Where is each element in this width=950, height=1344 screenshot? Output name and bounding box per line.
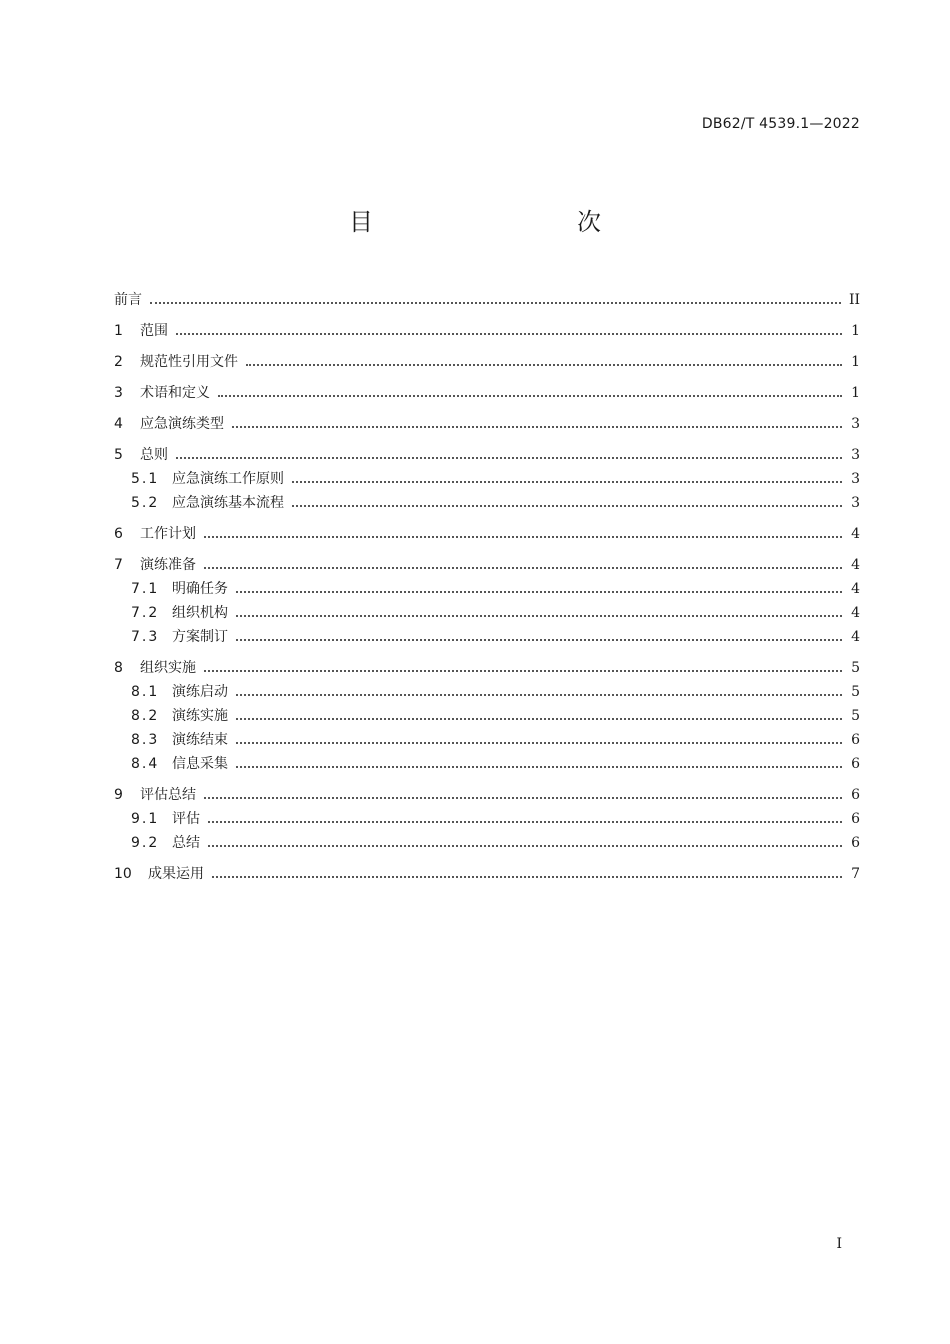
toc-entry-label: 应急演练基本流程	[172, 495, 284, 511]
toc-entry-label: 总则	[140, 447, 168, 463]
toc-entry[interactable]	[114, 319, 860, 343]
toc-entry-page: 6	[851, 732, 860, 748]
toc-entry-number: 3	[114, 385, 123, 401]
toc-entry-number: 8.3	[131, 732, 160, 748]
dot-leader	[236, 615, 842, 617]
dot-leader	[236, 694, 842, 696]
toc-entry[interactable]	[114, 467, 860, 491]
table-of-contents	[114, 288, 860, 886]
toc-entry-page: 3	[851, 471, 860, 487]
toc-entry[interactable]	[114, 704, 860, 728]
toc-entry-label: 组织实施	[140, 660, 196, 676]
dot-leader	[204, 797, 842, 799]
toc-entry-number: 4	[114, 416, 123, 432]
toc-entry-label: 评估总结	[140, 787, 196, 803]
toc-entry-page: 4	[851, 581, 860, 597]
toc-entry-number: 9	[114, 787, 123, 803]
toc-entry-label: 工作计划	[140, 526, 196, 542]
dot-leader	[232, 426, 842, 428]
toc-entry[interactable]	[114, 288, 860, 312]
toc-entry-page: 4	[851, 557, 860, 573]
toc-entry-number: 7.2	[131, 605, 160, 621]
toc-entry-page: 3	[851, 416, 860, 432]
toc-entry[interactable]	[114, 862, 860, 886]
toc-entry[interactable]	[114, 577, 860, 601]
toc-entry-label: 成果运用	[148, 866, 204, 882]
toc-entry-page: 1	[851, 354, 860, 370]
dot-leader	[204, 567, 842, 569]
toc-entry[interactable]	[114, 443, 860, 467]
toc-entry-page: 4	[851, 629, 860, 645]
toc-entry-number: 8.4	[131, 756, 160, 772]
dot-leader	[236, 766, 842, 768]
toc-entry-page: 6	[851, 811, 860, 827]
toc-entry[interactable]	[114, 350, 860, 374]
page-number: I	[836, 1236, 842, 1252]
toc-entry-page: 3	[851, 447, 860, 463]
toc-entry-label: 应急演练工作原则	[172, 471, 284, 487]
dot-leader	[236, 718, 842, 720]
dot-leader	[150, 302, 841, 304]
toc-entry[interactable]	[114, 522, 860, 546]
toc-entry-number: 8.2	[131, 708, 160, 724]
toc-entry-number: 7.1	[131, 581, 160, 597]
toc-entry-label: 演练结束	[172, 732, 228, 748]
document-code: DB62/T 4539.1—2022	[701, 116, 860, 132]
dot-leader	[236, 639, 842, 641]
toc-entry-number: 9.1	[131, 811, 160, 827]
toc-entry[interactable]	[114, 625, 860, 649]
page-title: 目 次	[349, 208, 653, 236]
toc-entry[interactable]	[114, 491, 860, 515]
dot-leader	[176, 457, 842, 459]
toc-entry[interactable]	[114, 553, 860, 577]
toc-entry-label: 总结	[172, 835, 200, 851]
toc-entry-page: 1	[851, 323, 860, 339]
toc-entry-label: 方案制订	[172, 629, 228, 645]
toc-entry-label: 组织机构	[172, 605, 228, 621]
toc-entry-number: 5.2	[131, 495, 160, 511]
dot-leader	[204, 536, 842, 538]
toc-entry[interactable]	[114, 807, 860, 831]
toc-entry[interactable]	[114, 680, 860, 704]
toc-entry-number: 10	[114, 866, 132, 882]
dot-leader	[292, 481, 842, 483]
toc-entry-label: 术语和定义	[140, 385, 210, 401]
toc-entry[interactable]	[114, 728, 860, 752]
toc-entry[interactable]	[114, 601, 860, 625]
toc-entry-label: 规范性引用文件	[140, 354, 238, 370]
toc-entry-label: 范围	[140, 323, 168, 339]
toc-entry-page: 5	[851, 684, 860, 700]
toc-entry-page: 1	[851, 385, 860, 401]
toc-entry-number: 7	[114, 557, 123, 573]
dot-leader	[218, 395, 842, 397]
toc-entry-label: 前言	[114, 292, 142, 308]
toc-entry-page: 6	[851, 835, 860, 851]
toc-entry-label: 评估	[172, 811, 200, 827]
toc-entry-number: 1	[114, 323, 123, 339]
toc-entry-number: 7.3	[131, 629, 160, 645]
toc-entry-page: 4	[851, 605, 860, 621]
toc-entry-page: 4	[851, 526, 860, 542]
dot-leader	[176, 333, 842, 335]
toc-entry-label: 演练准备	[140, 557, 196, 573]
toc-entry-page: 3	[851, 495, 860, 511]
toc-entry-label: 演练启动	[172, 684, 228, 700]
toc-entry-page: 5	[851, 708, 860, 724]
dot-leader	[292, 505, 842, 507]
toc-entry[interactable]	[114, 656, 860, 680]
toc-entry-page: 5	[851, 660, 860, 676]
toc-entry-number: 6	[114, 526, 123, 542]
toc-entry[interactable]	[114, 412, 860, 436]
toc-entry-page: 7	[851, 866, 860, 882]
toc-entry-number: 2	[114, 354, 123, 370]
toc-entry-number: 5	[114, 447, 123, 463]
toc-entry-page: 6	[851, 787, 860, 803]
toc-entry[interactable]	[114, 752, 860, 776]
toc-entry-label: 演练实施	[172, 708, 228, 724]
toc-entry-label: 明确任务	[172, 581, 228, 597]
dot-leader	[236, 591, 842, 593]
toc-entry-page: 6	[851, 756, 860, 772]
toc-entry-number: 8	[114, 660, 123, 676]
toc-entry[interactable]	[114, 381, 860, 405]
toc-entry-number: 8.1	[131, 684, 160, 700]
toc-entry-page: II	[848, 292, 860, 308]
toc-entry-label: 信息采集	[172, 756, 228, 772]
toc-entry-label: 应急演练类型	[140, 416, 224, 432]
dot-leader	[212, 876, 842, 878]
toc-entry-number: 9.2	[131, 835, 160, 851]
toc-entry-number: 5.1	[131, 471, 160, 487]
dot-leader	[204, 670, 842, 672]
dot-leader	[208, 845, 842, 847]
toc-entry[interactable]	[114, 831, 860, 855]
toc-entry[interactable]	[114, 783, 860, 807]
dot-leader	[246, 364, 842, 366]
dot-leader	[208, 821, 842, 823]
dot-leader	[236, 742, 842, 744]
